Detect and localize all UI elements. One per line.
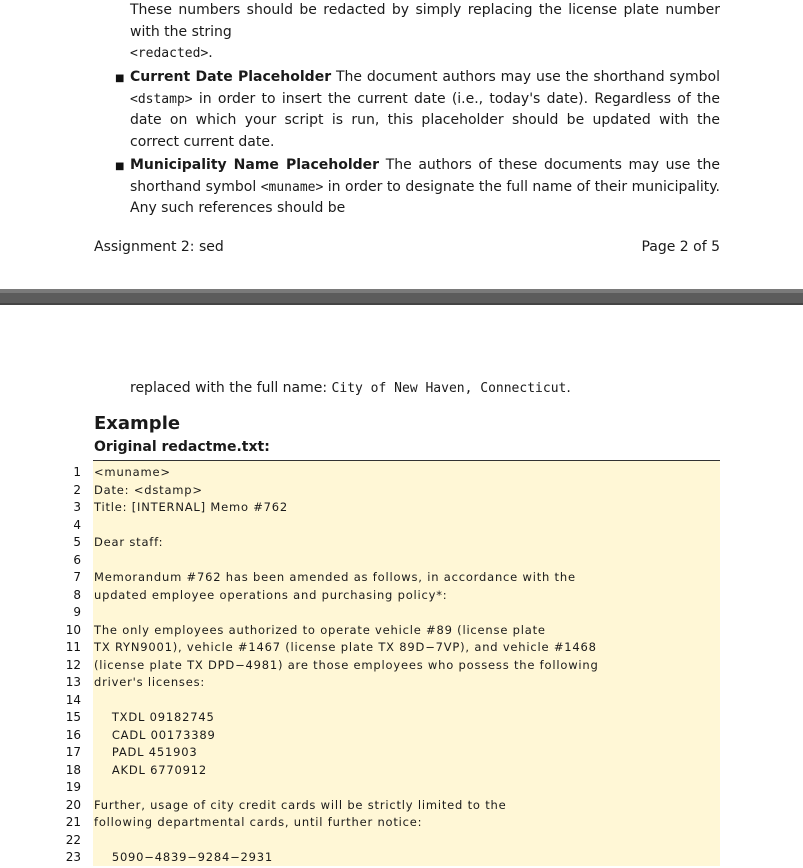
continuation-paragraph <box>130 378 720 400</box>
line-text: updated employee operations and purchasing policy*: <box>94 587 448 602</box>
line-number: 20 <box>65 797 81 812</box>
line-number: 11 <box>65 640 81 654</box>
redacted-code: <redacted> <box>130 46 209 61</box>
line-text: The only employees authorized to operate vehicle #89 (license plate <box>94 622 546 637</box>
line-number: 16 <box>65 727 81 742</box>
line-number: 10 <box>65 622 81 637</box>
line-text: Further, usage of city credit cards will be strictly limited to the <box>94 797 507 812</box>
code-listing <box>65 460 720 866</box>
city-code: City of New Haven, Connecticut <box>331 381 567 396</box>
line-text: PADL 451903 <box>94 745 198 759</box>
line-text: Date: <dstamp> <box>94 482 203 497</box>
redact-line1: These numbers should be redacted by simply replacing the license plate number with the string <box>130 2 720 40</box>
redact-line2-tail: . <box>208 45 213 61</box>
current-date-text2: in order to insert the current date (i.e., today's date). Regardless of the date on which your script is run, this placeholder should be updated with the correct current date. <box>130 90 720 150</box>
line-number: 1 <box>73 465 81 479</box>
line-text: (license plate TX DPD−4981) are those employees who possess the following <box>94 657 599 672</box>
bullet-icon: ■ <box>115 73 125 84</box>
line-number: 15 <box>65 710 81 724</box>
current-date-title: Current Date Placeholder <box>130 69 332 85</box>
line-text: AKDL 6770912 <box>94 762 207 777</box>
line-number: 19 <box>65 780 81 794</box>
municipality-item <box>130 155 720 220</box>
line-number: 9 <box>73 605 81 619</box>
line-number: 18 <box>65 762 81 777</box>
footer-page-number: Page 2 of 5 <box>641 239 720 255</box>
line-number: 14 <box>65 692 81 707</box>
line-text: TXDL 09182745 <box>94 710 215 724</box>
line-number: 7 <box>73 570 81 584</box>
dstamp-code: <dstamp> <box>130 91 193 107</box>
line-number: 4 <box>73 517 81 532</box>
page-separator <box>0 289 803 305</box>
line-text: Title: [INTERNAL] Memo #762 <box>94 500 289 514</box>
line-text: CADL 00173389 <box>94 727 216 742</box>
footer-assignment: Assignment 2: sed <box>94 239 224 255</box>
current-date-item <box>130 67 720 153</box>
municipality-text1: The authors of these documents may use the shorthand symbol <box>130 157 720 195</box>
line-number: 3 <box>73 500 81 514</box>
line-text: Memorandum #762 has been amended as follows, in accordance with the <box>94 570 576 584</box>
line-text: 5090−4839−9284−2931 <box>94 850 273 864</box>
line-number: 8 <box>73 587 81 602</box>
line-number: 5 <box>73 535 81 549</box>
municipality-text2: in order to designate the full name of their municipality. Any such references should be <box>130 178 720 216</box>
line-text: TX RYN9001), vehicle #1467 (license plate TX 89D−7VP), and vehicle #1468 <box>94 640 597 654</box>
bullet-icon: ■ <box>115 161 125 172</box>
original-file-heading: Original redactme.txt: <box>94 439 270 455</box>
municipality-title: Municipality Name Placeholder <box>130 157 380 173</box>
continuation-tail: . <box>566 380 571 396</box>
redact-paragraph <box>130 0 720 65</box>
line-number: 6 <box>73 552 81 567</box>
line-number: 22 <box>65 832 81 847</box>
line-number: 12 <box>65 657 81 672</box>
line-number: 13 <box>65 675 81 689</box>
continuation-text: replaced with the full name: <box>130 380 332 396</box>
muname-code: <muname> <box>260 179 324 195</box>
line-text: Dear staff: <box>94 535 164 549</box>
line-number: 2 <box>73 482 81 497</box>
line-text: following departmental cards, until further notice: <box>94 815 423 829</box>
line-number: 21 <box>65 815 81 829</box>
line-text: driver's licenses: <box>94 675 206 689</box>
example-heading: Example <box>94 413 181 434</box>
line-number: 17 <box>65 745 81 759</box>
line-number: 23 <box>65 850 81 864</box>
current-date-text1: The document authors may use the shorthand symbol <box>331 69 720 85</box>
line-text: <muname> <box>94 465 171 479</box>
